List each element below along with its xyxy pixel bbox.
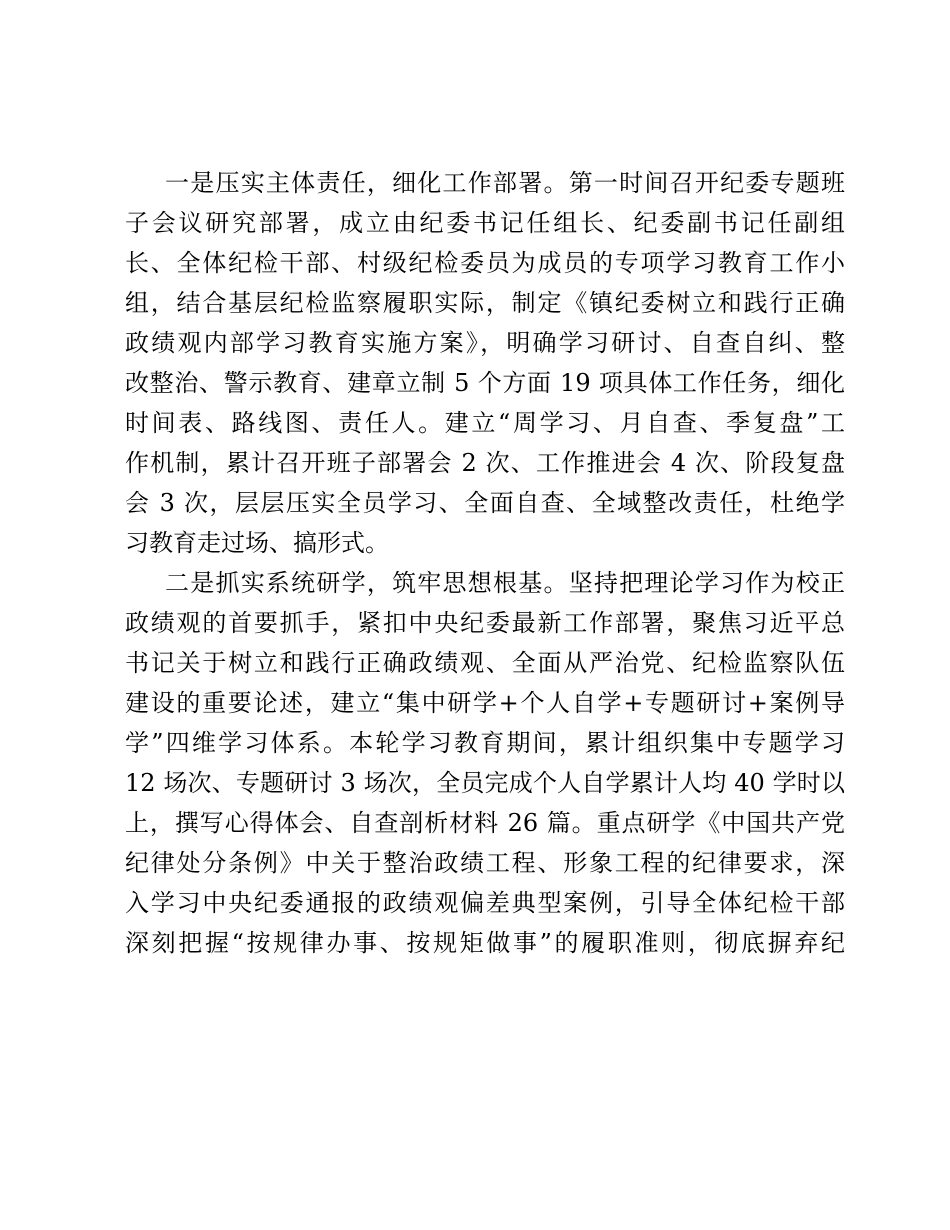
text-line: 组，结合基层纪检监察履职实际，制定《镇纪委树立和践行正确: [125, 289, 845, 317]
text-line: 时间表、路线图、责任人。建立“周学习、月自查、季复盘”工: [125, 409, 845, 437]
text-line: 习教育走过场、搞形式。: [125, 529, 389, 557]
text-line: 深刻把握“按规律办事、按规矩做事”的履职准则，彻底摒弃纪: [125, 929, 845, 957]
text-line: 一是压实主体责任，细化工作部署。第一时间召开纪委专题班: [165, 169, 845, 197]
text-line: 政绩观的首要抓手，紧扣中央纪委最新工作部署，聚焦习近平总: [125, 609, 845, 637]
text-line: 书记关于树立和践行正确政绩观、全面从严治党、纪检监察队伍: [125, 649, 845, 677]
text-line: 改整治、警示教育、建章立制 5 个方面 19 项具体工作任务，细化: [125, 369, 845, 397]
text-line: 入学习中央纪委通报的政绩观偏差典型案例，引导全体纪检干部: [125, 889, 845, 917]
text-line: 纪律处分条例》中关于整治政绩工程、形象工程的纪律要求，深: [125, 849, 845, 877]
paragraph-1: [125, 163, 845, 563]
text-line: 政绩观内部学习教育实施方案》，明确学习研讨、自查自纠、整: [125, 329, 845, 357]
text-line: 建设的重要论述，建立“集中研学+个人自学+专题研讨+案例导: [125, 689, 845, 717]
text-line: 会 3 次，层层压实全员学习、全面自查、全域整改责任，杜绝学: [125, 489, 845, 517]
paragraph-2: [125, 563, 845, 963]
text-line: 12 场次、专题研讨 3 场次，全员完成个人自学累计人均 40 学时以: [125, 769, 845, 797]
text-line: 子会议研究部署，成立由纪委书记任组长、纪委副书记任副组: [125, 209, 845, 237]
document-body: [125, 163, 845, 963]
text-line: 学”四维学习体系。本轮学习教育期间，累计组织集中专题学习: [125, 729, 845, 757]
text-line: 二是抓实系统研学，筑牢思想根基。坚持把理论学习作为校正: [165, 569, 845, 597]
text-line: 上，撰写心得体会、自查剖析材料 26 篇。重点研学《中国共产党: [125, 809, 845, 837]
text-line: 长、全体纪检干部、村级纪检委员为成员的专项学习教育工作小: [125, 249, 845, 277]
text-line: 作机制，累计召开班子部署会 2 次、工作推进会 4 次、阶段复盘: [125, 449, 845, 477]
